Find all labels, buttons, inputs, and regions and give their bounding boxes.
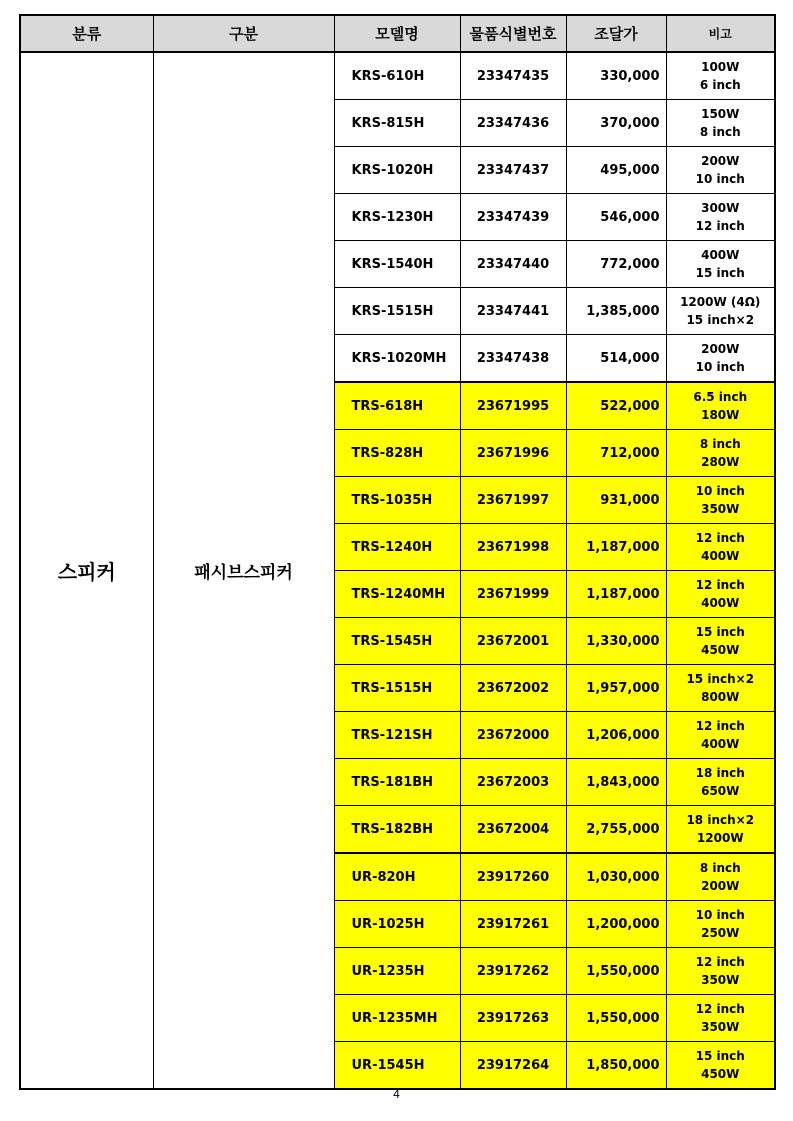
note-line-1: 1200W (4Ω) bbox=[680, 295, 761, 309]
code-cell: 23917263 bbox=[460, 995, 566, 1042]
note-line-2: 10 inch bbox=[695, 172, 745, 186]
model-cell: TRS-828H bbox=[334, 430, 460, 477]
code-cell: 23672003 bbox=[460, 759, 566, 806]
model-cell: KRS-1230H bbox=[334, 194, 460, 241]
note-line-1: 200W bbox=[701, 342, 740, 356]
note-line-1: 15 inch bbox=[695, 625, 745, 639]
model-cell: TRS-618H bbox=[334, 382, 460, 430]
price-cell: 1,030,000 bbox=[566, 853, 666, 901]
note-line-2: 350W bbox=[701, 973, 740, 987]
price-cell: 370,000 bbox=[566, 100, 666, 147]
code-cell: 23671997 bbox=[460, 477, 566, 524]
code-cell: 23672002 bbox=[460, 665, 566, 712]
note-cell bbox=[666, 665, 775, 712]
model-cell: TRS-1240MH bbox=[334, 571, 460, 618]
header-type: 구분 bbox=[153, 15, 334, 52]
note-cell bbox=[666, 194, 775, 241]
note-line-2: 280W bbox=[701, 455, 740, 469]
note-line-1: 150W bbox=[701, 107, 740, 121]
price-cell: 495,000 bbox=[566, 147, 666, 194]
note-cell bbox=[666, 100, 775, 147]
note-cell bbox=[666, 382, 775, 430]
price-cell: 1,550,000 bbox=[566, 948, 666, 995]
note-line-1: 18 inch bbox=[695, 766, 745, 780]
price-table bbox=[19, 14, 776, 1090]
code-cell: 23917264 bbox=[460, 1042, 566, 1090]
code-cell: 23347439 bbox=[460, 194, 566, 241]
table-row bbox=[20, 52, 775, 100]
note-line-2: 400W bbox=[701, 737, 740, 751]
note-line-2: 200W bbox=[701, 879, 740, 893]
code-cell: 23671996 bbox=[460, 430, 566, 477]
note-cell bbox=[666, 147, 775, 194]
note-line-1: 12 inch bbox=[695, 578, 745, 592]
header-category: 분류 bbox=[20, 15, 153, 52]
note-line-2: 180W bbox=[701, 408, 740, 422]
model-cell: TRS-1035H bbox=[334, 477, 460, 524]
price-cell: 1,200,000 bbox=[566, 901, 666, 948]
code-cell: 23672000 bbox=[460, 712, 566, 759]
note-line-2: 15 inch bbox=[695, 266, 745, 280]
note-line-1: 15 inch bbox=[695, 1049, 745, 1063]
code-cell: 23347435 bbox=[460, 52, 566, 100]
note-line-1: 8 inch bbox=[699, 437, 741, 451]
note-line-1: 12 inch bbox=[695, 531, 745, 545]
price-cell: 2,755,000 bbox=[566, 806, 666, 854]
note-cell bbox=[666, 571, 775, 618]
note-cell bbox=[666, 712, 775, 759]
model-cell: KRS-815H bbox=[334, 100, 460, 147]
model-cell: TRS-1515H bbox=[334, 665, 460, 712]
note-line-1: 12 inch bbox=[695, 1002, 745, 1016]
category-cell: 스피커 bbox=[20, 52, 153, 1089]
note-cell bbox=[666, 806, 775, 854]
note-line-2: 350W bbox=[701, 502, 740, 516]
model-cell: UR-1235MH bbox=[334, 995, 460, 1042]
code-cell: 23671998 bbox=[460, 524, 566, 571]
note-line-1: 10 inch bbox=[695, 484, 745, 498]
price-cell: 522,000 bbox=[566, 382, 666, 430]
note-cell bbox=[666, 477, 775, 524]
price-cell: 772,000 bbox=[566, 241, 666, 288]
model-cell: UR-1235H bbox=[334, 948, 460, 995]
table-header bbox=[20, 15, 775, 52]
note-cell bbox=[666, 335, 775, 383]
price-cell: 1,330,000 bbox=[566, 618, 666, 665]
note-line-1: 300W bbox=[701, 201, 740, 215]
price-cell: 330,000 bbox=[566, 52, 666, 100]
note-line-2: 400W bbox=[701, 549, 740, 563]
note-line-1: 200W bbox=[701, 154, 740, 168]
note-line-2: 650W bbox=[701, 784, 740, 798]
price-cell: 931,000 bbox=[566, 477, 666, 524]
code-cell: 23917261 bbox=[460, 901, 566, 948]
price-cell: 1,850,000 bbox=[566, 1042, 666, 1090]
price-cell: 514,000 bbox=[566, 335, 666, 383]
code-cell: 23917262 bbox=[460, 948, 566, 995]
note-line-2: 12 inch bbox=[695, 219, 745, 233]
note-line-1: 6.5 inch bbox=[693, 390, 748, 404]
model-cell: TRS-1545H bbox=[334, 618, 460, 665]
note-line-2: 450W bbox=[701, 643, 740, 657]
header-price: 조달가 bbox=[566, 15, 666, 52]
model-cell: KRS-610H bbox=[334, 52, 460, 100]
code-cell: 23917260 bbox=[460, 853, 566, 901]
note-cell bbox=[666, 618, 775, 665]
price-cell: 1,843,000 bbox=[566, 759, 666, 806]
price-cell: 1,957,000 bbox=[566, 665, 666, 712]
code-cell: 23347441 bbox=[460, 288, 566, 335]
note-cell bbox=[666, 241, 775, 288]
note-cell bbox=[666, 288, 775, 335]
note-line-2: 450W bbox=[701, 1067, 740, 1081]
note-line-1: 100W bbox=[701, 60, 740, 74]
note-line-2: 350W bbox=[701, 1020, 740, 1034]
model-cell: TRS-181BH bbox=[334, 759, 460, 806]
price-cell: 546,000 bbox=[566, 194, 666, 241]
model-cell: UR-1545H bbox=[334, 1042, 460, 1090]
price-cell: 1,187,000 bbox=[566, 524, 666, 571]
note-line-1: 400W bbox=[701, 248, 740, 262]
model-cell: TRS-121SH bbox=[334, 712, 460, 759]
code-cell: 23672004 bbox=[460, 806, 566, 854]
price-cell: 1,206,000 bbox=[566, 712, 666, 759]
note-line-2: 10 inch bbox=[695, 360, 745, 374]
note-cell bbox=[666, 52, 775, 100]
note-line-2: 8 inch bbox=[699, 125, 741, 139]
note-line-2: 6 inch bbox=[699, 78, 741, 92]
note-cell bbox=[666, 853, 775, 901]
note-line-2: 15 inch×2 bbox=[686, 313, 755, 327]
note-line-2: 800W bbox=[701, 690, 740, 704]
price-cell: 1,550,000 bbox=[566, 995, 666, 1042]
model-cell: KRS-1540H bbox=[334, 241, 460, 288]
code-cell: 23347437 bbox=[460, 147, 566, 194]
note-cell bbox=[666, 1042, 775, 1090]
note-cell bbox=[666, 948, 775, 995]
model-cell: KRS-1020H bbox=[334, 147, 460, 194]
price-cell: 712,000 bbox=[566, 430, 666, 477]
subcategory-cell: 패시브스피커 bbox=[153, 52, 334, 1089]
header-note: 비고 bbox=[666, 15, 775, 52]
note-line-1: 12 inch bbox=[695, 719, 745, 733]
note-cell bbox=[666, 524, 775, 571]
note-line-1: 18 inch×2 bbox=[686, 813, 755, 827]
code-cell: 23671999 bbox=[460, 571, 566, 618]
table-body bbox=[20, 52, 775, 1089]
code-cell: 23347440 bbox=[460, 241, 566, 288]
model-cell: UR-1025H bbox=[334, 901, 460, 948]
header-model: 모델명 bbox=[334, 15, 460, 52]
model-cell: KRS-1515H bbox=[334, 288, 460, 335]
note-cell bbox=[666, 901, 775, 948]
code-cell: 23672001 bbox=[460, 618, 566, 665]
model-cell: TRS-182BH bbox=[334, 806, 460, 854]
note-line-1: 10 inch bbox=[695, 908, 745, 922]
header-code: 물품식별번호 bbox=[460, 15, 566, 52]
code-cell: 23671995 bbox=[460, 382, 566, 430]
price-cell: 1,187,000 bbox=[566, 571, 666, 618]
note-line-1: 8 inch bbox=[699, 861, 741, 875]
note-cell bbox=[666, 995, 775, 1042]
page-number: 4 bbox=[393, 1087, 400, 1101]
code-cell: 23347438 bbox=[460, 335, 566, 383]
model-cell: KRS-1020MH bbox=[334, 335, 460, 383]
model-cell: UR-820H bbox=[334, 853, 460, 901]
note-cell bbox=[666, 759, 775, 806]
code-cell: 23347436 bbox=[460, 100, 566, 147]
note-line-1: 15 inch×2 bbox=[686, 672, 755, 686]
note-line-2: 400W bbox=[701, 596, 740, 610]
note-line-2: 1200W bbox=[696, 831, 744, 845]
note-line-2: 250W bbox=[701, 926, 740, 940]
price-cell: 1,385,000 bbox=[566, 288, 666, 335]
model-cell: TRS-1240H bbox=[334, 524, 460, 571]
note-line-1: 12 inch bbox=[695, 955, 745, 969]
note-cell bbox=[666, 430, 775, 477]
